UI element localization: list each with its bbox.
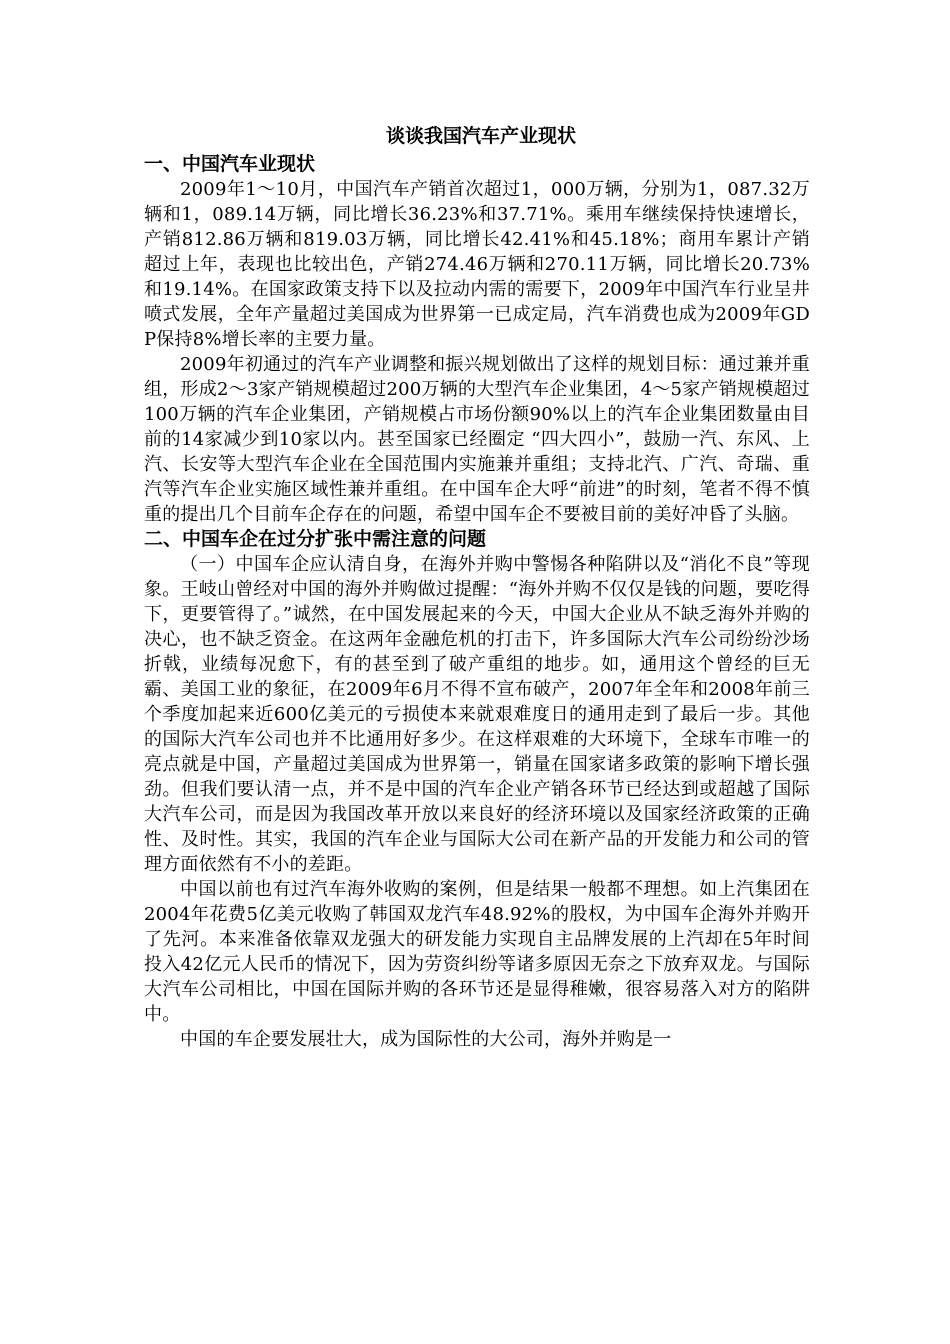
paragraph-past-acquisitions: 中国以前也有过汽车海外收购的案例，但是结果一般都不理想。如上汽集团在2004年花费5亿美元收购了韩国双龙汽车48.92%的股权，为中国车企海外并购开了先河。本来准备依靠双龙强大的研发能力实现自主品牌发展的上汽却在5年时间投入42亿元人民币的情况下，因为劳资纠纷等诸多原因无奈之下放弃双龙。与国际大汽车公司相比，中国在国际并购的各环节还是显得稚嫩，很容易落入对方的陷阱中。 bbox=[144, 879, 810, 1025]
paragraph-industry-plan: 2009年初通过的汽车产业调整和振兴规划做出了这样的规划目标：通过兼并重组，形成2～3家产销规模超过200万辆的大型汽车企业集团，4～5家产销规模超过100万辆的汽车企业集团，产销规模占市场份额90%以上的汽车企业集团数量由目前的14家减少到10家以内。甚至国家已经圈定 “四大四小”，鼓励一汽、东风、上汽、长安等大型汽车企业在全国范围内实施兼并重组；支持北汽、广汽、奇瑞、重汽等汽车企业实施区域性兼并重组。在中国车企大呼“前进”的时刻，笔者不得不慎重的提出几个目前车企存在的问题，希望中国车企不要被目前的美好冲昏了头脑。 bbox=[144, 354, 810, 525]
section-heading-2: 二、中国车企在过分扩张中需注意的问题 bbox=[144, 528, 487, 550]
section-heading-1: 一、中国汽车业现状 bbox=[144, 153, 316, 175]
document-title: 谈谈我国汽车产业现状 bbox=[385, 125, 576, 147]
document-body bbox=[144, 124, 810, 1052]
paragraph-production-sales: 2009年1～10月，中国汽车产销首次超过1，000万辆，分别为1，087.32万辆和1，089.14万辆，同比增长36.23%和37.71%。乘用车继续保持快速增长，产销812.86万辆和819.03万辆，同比增长42.41%和45.18%；商用车累计产销超过上年，表现也比较出色，产销274.46万辆和270.11万辆，同比增长20.73%和19.14%。在国家政策支持下以及拉动内需的需要下，2009年中国汽车行业呈井喷式发展，全年产量超过美国成为世界第一已成定局，汽车消费也成为2009年GDP保持8%增长率的主要力量。 bbox=[144, 179, 810, 350]
paragraph-overseas-mergers: （一）中国车企应认清自身，在海外并购中警惕各种陷阱以及“消化不良”等现象。王岐山曾经对中国的海外并购做过提醒：“海外并购不仅仅是钱的问题，要吃得下，更要管得了。”诚然，在中国发展起来的今天，中国大企业从不缺乏海外并购的决心，也不缺乏资金。在这两年金融危机的打击下，许多国际大汽车公司纷纷沙场折戟，业绩每况愈下，有的甚至到了破产重组的地步。如，通用这个曾经的巨无霸、美国工业的象征，在2009年6月不得不宣布破产，2007年全年和2008年前三个季度加起来近600亿美元的亏损使本来就艰难度日的通用走到了最后一步。其他的国际大汽车公司也并不比通用好多少。在这样艰难的大环境下，全球车市唯一的亮点就是中国，产量超过美国成为世界第一，销量在国家诸多政策的影响下增长强劲。但我们要认清一点，并不是中国的汽车企业产销各环节已经达到或超越了国际大汽车公司，而是因为我国改革开放以来良好的经济环境以及国家经济政策的正确性、及时性。其实，我国的汽车企业与国际大公司在新产品的开发能力和公司的管理方面依然有不小的差距。 bbox=[144, 554, 810, 875]
paragraph-development: 中国的车企要发展壮大，成为国际性的大公司，海外并购是一 bbox=[180, 1029, 672, 1050]
